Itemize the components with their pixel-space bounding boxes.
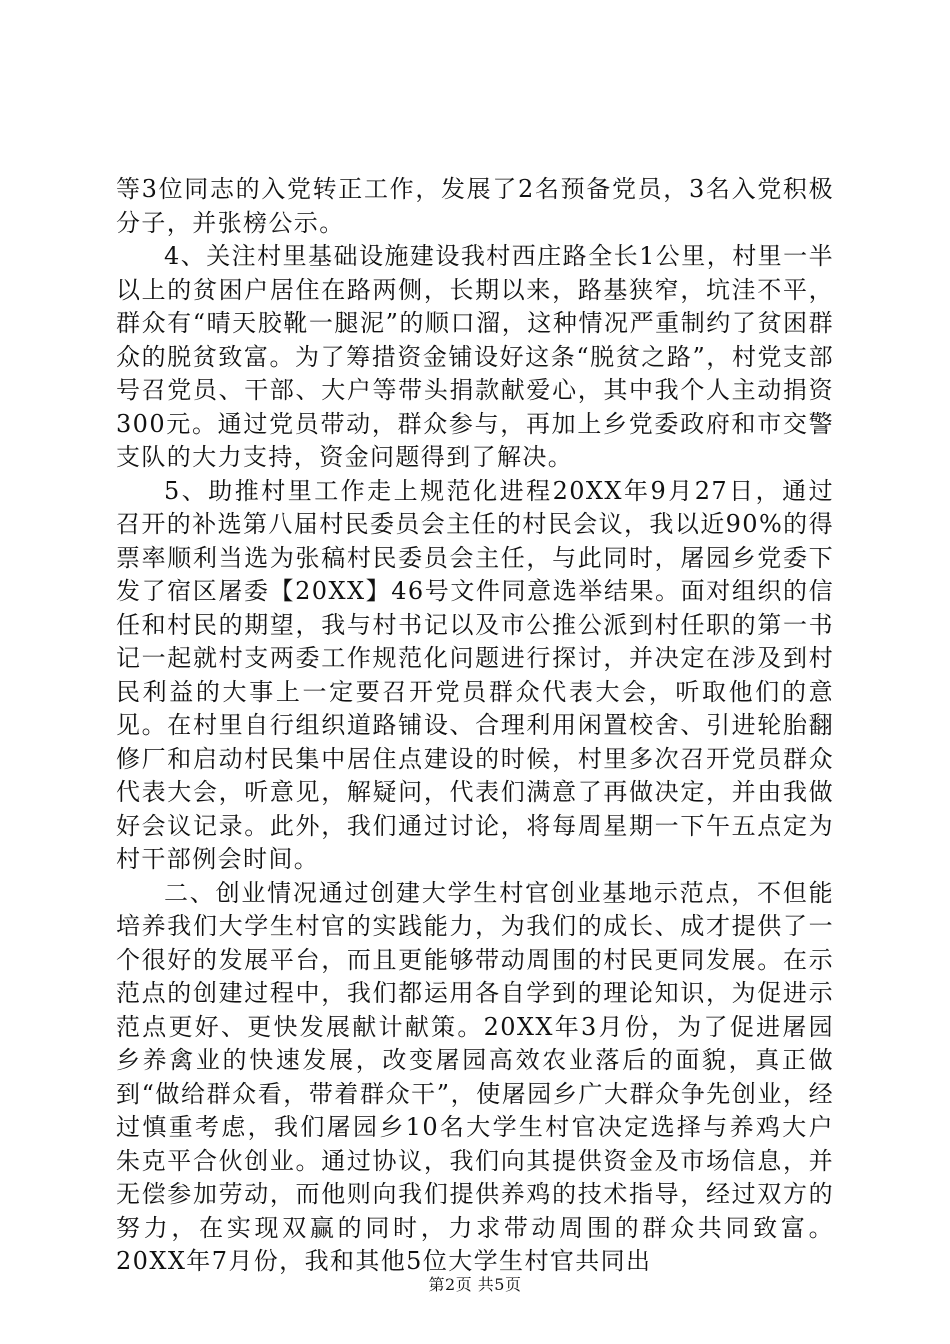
paragraph-entrepreneurship: 二、创业情况通过创建大学生村官创业基地示范点，不但能培养我们大学生村官的实践能力，为我们的成长、成才提供了一个很好的发展平台，而且更能够带动周围的村民更同发展。在示范点的创建过程中，我们都运用各自学到的理论知识，为促进示范点更好、更快发展献计献策。20XX年3月份，为了促进屠园乡养禽业的快速发展，改变屠园高效农业落后的面貌，真正做到“做给群众看，带着群众干”，使屠园乡广大群众争先创业，经过慎重考虑，我们屠园乡10名大学生村官决定选择与养鸡大户朱克平合伙创业。通过协议，我们向其提供资金及市场信息，并无偿参加劳动，而他则向我们提供养鸡的技术指导，经过双方的努力，在实现双赢的同时，力求带动周围的群众共同致富。20XX年7月份，我和其他5位大学生村官共同出 bbox=[116, 878, 834, 1275]
paragraph-continuation: 等3位同志的入党转正工作，发展了2名预备党员，3名入党积极分子，并张榜公示。 bbox=[116, 175, 834, 237]
document-body bbox=[116, 173, 834, 1279]
paragraph-standardization: 5、助推村里工作走上规范化进程20XX年9月27日，通过召开的补选第八届村民委员会主任的村民会议，我以近90%的得票率顺利当选为张稿村民委员会主任，与此同时，屠园乡党委下发了宿区屠委【20XX】46号文件同意选举结果。面对组织的信任和村民的期望，我与村书记以及市公推公派到村任职的第一书记一起就村支两委工作规范化问题进行探讨，并决定在涉及到村民利益的大事上一定要召开党员群众代表大会，听取他们的意见。在村里自行组织道路铺设、合理利用闲置校舍、引进轮胎翻修厂和启动村民集中居住点建设的时候，村里多次召开党员群众代表大会，听意见，解疑问，代表们满意了再做决定，并由我做好会议记录。此外，我们通过讨论，将每周星期一下午五点定为村干部例会时间。 bbox=[116, 476, 834, 873]
paragraph-infrastructure: 4、关注村里基础设施建设我村西庄路全长1公里，村里一半以上的贫困户居住在路两侧，长期以来，路基狭窄，坑洼不平，群众有“晴天胶靴一腿泥”的顺口溜，这种情况严重制约了贫困群众的脱贫致富。为了筹措资金铺设好这条“脱贫之路”，村党支部号召党员、干部、大户等带头捐款献爱心，其中我个人主动捐资300元。通过党员带动，群众参与，再加上乡党委政府和市交警支队的大力支持，资金问题得到了解决。 bbox=[116, 242, 834, 471]
page-number-footer: 第2页 共5页 bbox=[428, 1275, 522, 1294]
